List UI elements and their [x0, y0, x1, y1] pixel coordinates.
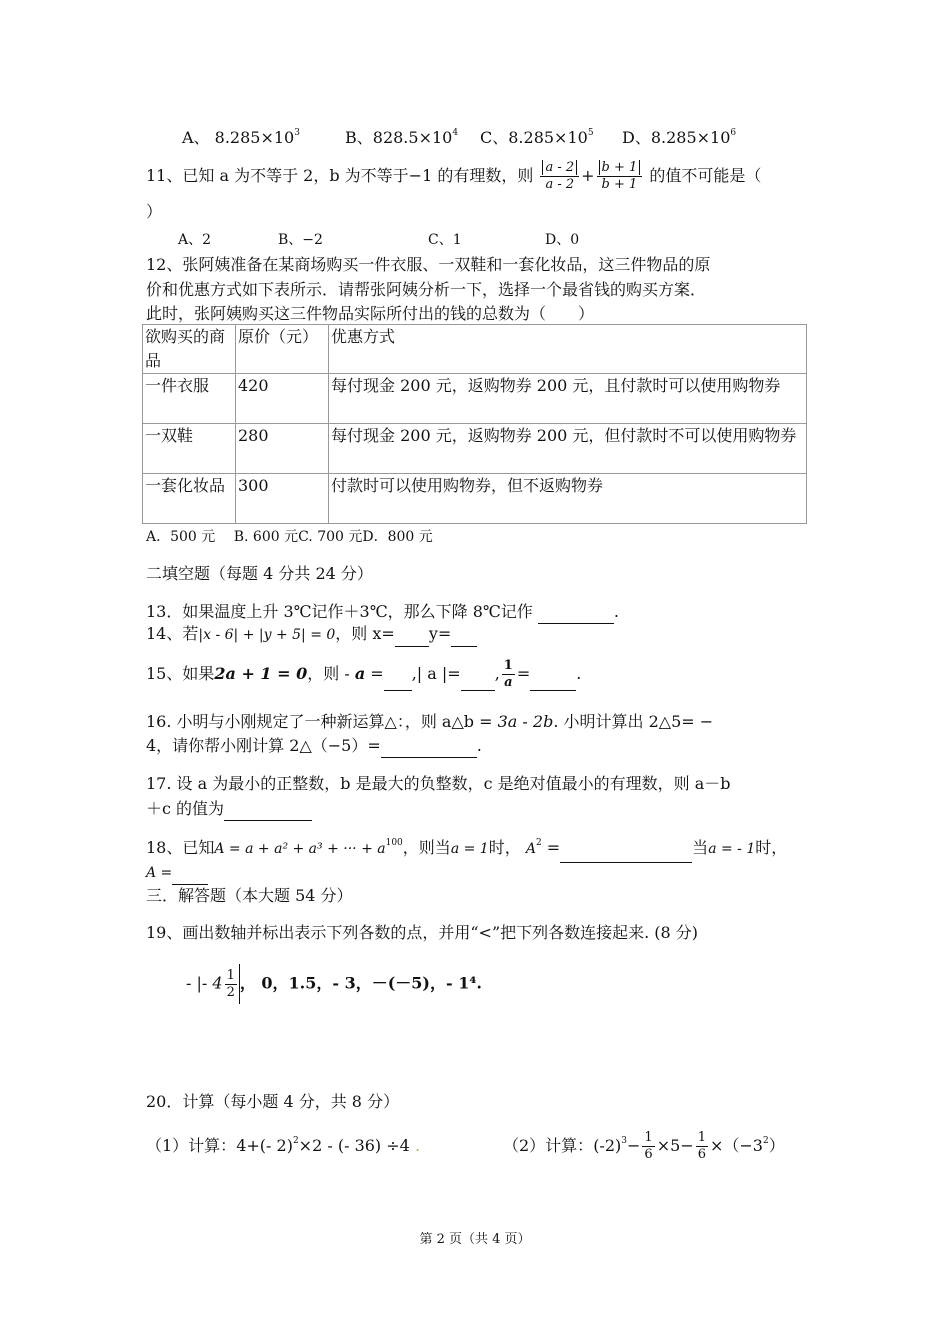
q18-mid4: 时，: [755, 838, 788, 857]
q11-frac1-den: a - 2: [545, 177, 575, 192]
q12-line-3: 此时，张阿姨购买这三件物品实际所付出的钱的总数为（ ）: [146, 304, 595, 323]
q17-line-2: [146, 797, 312, 821]
q18-cond1: a = 1: [450, 841, 489, 857]
table-row: [143, 424, 807, 474]
q10-b-text: B、828.5×10: [345, 128, 453, 147]
q11-stem: [146, 160, 761, 193]
q18-line2: A =: [146, 865, 173, 881]
table-cell-offer: 付款时可以使用购物券，但不返购物券: [329, 474, 807, 524]
q14-y-label: y=: [428, 624, 452, 643]
table-cell-price: 300: [236, 474, 329, 524]
q20-p2-frac-den: 6: [644, 1147, 653, 1162]
table-header-item: 欲购买的商品: [143, 325, 236, 374]
q12-options: A．500 元 B. 600 元C. 700 元D．800 元: [146, 529, 433, 545]
q13-text: 13．如果温度上升 3℃记作＋3℃，那么下降 8℃记作: [146, 602, 533, 621]
table-cell-offer: 每付现金 200 元，返购物券 200 元，且付款时可以使用购物券: [329, 374, 807, 424]
q11-option-c: C、1: [428, 232, 462, 248]
table-header-price: 原价（元）: [236, 325, 329, 374]
q11-option-b: B、−2: [278, 232, 323, 248]
q18-expr: A = a + a² + a³ + ··· + a: [214, 841, 386, 857]
q20-p2-b: −: [627, 1136, 641, 1155]
q16-line-2: [146, 734, 482, 758]
q20-p2-frac-num: 1: [644, 1130, 653, 1145]
q15-condition: 2a + 1 = 0: [214, 664, 308, 683]
q10-option-a: [182, 126, 300, 153]
q15-abs-part: ,| a |=: [411, 664, 461, 683]
q18-eq: =: [546, 838, 561, 857]
q14-y-blank[interactable]: [451, 630, 477, 647]
q11-fraction-1: [540, 160, 579, 193]
q20-part-2: [503, 1130, 785, 1163]
q20-p2-d: ×（−3: [709, 1136, 763, 1155]
table-cell-offer: 每付现金 200 元，返购物券 200 元，但付款时不可以使用购物券: [329, 424, 807, 474]
q20-p1-expr: 4+(- 2): [236, 1136, 293, 1155]
q11-frac2-num: b + 1: [599, 160, 641, 175]
q20-p2-fraction-2: [696, 1130, 708, 1163]
section-3-heading: 三．解答题（本大题 54 分）: [146, 886, 353, 905]
q18-mid2: 时，: [488, 838, 521, 857]
q16-answer-blank[interactable]: [381, 741, 477, 758]
q10-d-text: D、8.285×10: [622, 128, 731, 147]
q10-c-text: C、8.285×10: [480, 128, 588, 147]
q18-line-1: [146, 836, 787, 863]
q19-mixed-num: 1: [226, 967, 235, 983]
q15-frac-num: 1: [503, 658, 513, 673]
q18-a2-exp: 2: [535, 838, 542, 848]
q18-line-2: [146, 860, 208, 885]
q15-end: .: [576, 664, 582, 683]
q19-mixed-fraction: [225, 968, 237, 1001]
q18-a2-blank[interactable]: [560, 846, 692, 863]
q20-p1-exp: 2: [292, 1136, 299, 1146]
q17-line2: ＋c 的值为: [146, 799, 225, 818]
q20-p2-e: ）: [768, 1136, 785, 1155]
page-footer: 第 2 页（共 4 页）: [419, 1232, 531, 1247]
q14-x-blank[interactable]: [395, 630, 429, 647]
q18-mid1: ，则当: [402, 838, 451, 857]
q14-mid: ，则 x=: [335, 624, 395, 643]
q19-mixed-den: 2: [226, 984, 235, 1000]
q20-text: 20．计算（每小题 4 分，共 8 分）: [146, 1092, 400, 1111]
q11-frac2-den: b + 1: [601, 177, 638, 192]
q10-option-d: [622, 126, 736, 153]
q13: [146, 600, 619, 624]
q18-prefix: 18、已知: [146, 838, 215, 857]
q12-line-1: 12、张阿姨准备在某商场购买一件衣服、一双鞋和一套化妆品，这三件物品的原: [146, 255, 711, 274]
q14: [146, 622, 477, 647]
q16-line1b: . 小明计算出 2△5= −: [553, 712, 714, 731]
q15-prefix: 15、如果: [146, 664, 215, 683]
q20-p2-exp2: 2: [762, 1136, 769, 1146]
q15-recip-blank[interactable]: [530, 674, 576, 691]
q10-option-b: [345, 126, 458, 153]
table-row: [143, 374, 807, 424]
q14-prefix: 14、若: [146, 624, 199, 643]
q10-option-c: [480, 126, 594, 153]
q11-option-d: D、0: [545, 232, 580, 248]
q15-frac-den: a: [504, 675, 513, 690]
q18-exp100: 100: [385, 838, 403, 848]
q20-p2-c: ×5−: [656, 1136, 694, 1155]
q20-p2-exp3: 3: [621, 1136, 627, 1146]
table-cell-price: 420: [236, 374, 329, 424]
q10-d-exp: 6: [730, 128, 737, 138]
q20-p2-label: （2）计算：: [503, 1136, 594, 1155]
q20-part-1: （1）计算：4+(- 2)$^2$×2 - (- 36) ÷4 .: [146, 1136, 421, 1155]
q17-answer-blank[interactable]: [224, 804, 312, 821]
q20-p2-frac2-num: 1: [697, 1130, 706, 1145]
q15-a: a: [354, 664, 366, 683]
q10-b-exp: 4: [452, 128, 459, 138]
q19-nums-rest: ， 0，1.5，- 3，－(－5)，- 1⁴.: [239, 973, 482, 993]
q11-frac1-num: a - 2: [542, 160, 577, 175]
q11-suffix: 的值不可能是（: [649, 166, 762, 185]
q15-mid: ，则 -: [307, 664, 350, 683]
q10-a-text: A、 8.285×10: [182, 128, 295, 147]
q20-p1-label: （1）计算：: [146, 1136, 237, 1155]
table-header-row: [143, 325, 807, 374]
q17-line-1: 17. 设 a 为最小的正整数，b 是最大的负整数，c 是绝对值最小的有理数，则 a－b: [146, 774, 731, 793]
q15-fraction: [502, 658, 515, 691]
section-2-heading: 二填空题（每题 4 分共 24 分）: [146, 564, 373, 583]
q18-a2: A: [525, 841, 536, 857]
q15: 15、如果2a + 1 = 0，则 - a = ,| a |= , $\frac{1}{a}$ = .: [146, 658, 582, 690]
q20-p2-a: (-2): [593, 1136, 622, 1155]
q16-end: .: [476, 736, 482, 755]
table-header-offer: 优惠方式: [329, 325, 807, 374]
q13-answer-blank[interactable]: [538, 607, 614, 624]
table-row: [143, 474, 807, 524]
q14-expr: |x - 6| + |y + 5| = 0: [198, 627, 336, 643]
q12-offer-table: [142, 324, 807, 524]
q18-cond2: a = - 1: [708, 841, 756, 857]
q19-numbers: [186, 964, 482, 1004]
q10-a-exp: 3: [294, 128, 300, 138]
q19-text: 19、画出数轴并标出表示下列各数的点，并用“<”把下列各数连接起来. (8 分): [146, 923, 699, 942]
q20-p1-rest: ×2 - (- 36) ÷4: [298, 1136, 410, 1155]
q20-p2-fraction-1: [642, 1130, 654, 1163]
q18-a-blank[interactable]: [172, 868, 208, 885]
table-cell-item: 一件衣服: [143, 374, 236, 424]
q11-plus: +: [581, 166, 595, 185]
q18-mid3: 当: [692, 838, 709, 857]
q16-line-1: [146, 710, 713, 734]
q19-nums-prefix: - |- 4: [186, 973, 223, 993]
q20-p2-frac2-den: 6: [697, 1147, 706, 1162]
table-cell-item: 一套化妆品: [143, 474, 236, 524]
q16-line1a: 16. 小明与小刚规定了一种新运算△：，则 a△b: [146, 712, 475, 731]
q15-abs-blank[interactable]: [461, 674, 495, 691]
q15-neg-a-blank[interactable]: [384, 674, 412, 691]
q16-line2: 4，请你帮小刚计算 2△（−5）=: [146, 736, 381, 755]
q12-line-2: 价和优惠方式如下表所示．请帮张阿姨分析一下，选择一个最省钱的购买方案．: [146, 280, 707, 299]
q15-eq: =: [370, 664, 384, 683]
q16-expr: = 3a - 2b: [479, 712, 554, 731]
q11-close-paren: ）: [146, 202, 163, 221]
q10-c-exp: 5: [587, 128, 594, 138]
q11-option-a: A、2: [178, 232, 212, 248]
table-cell-price: 280: [236, 424, 329, 474]
q13-end: .: [613, 602, 619, 621]
q11-prefix: 11、已知 a 为不等于 2，b 为不等于−1 的有理数，则: [146, 166, 534, 185]
q11-fraction-2: [597, 160, 643, 193]
table-cell-item: 一双鞋: [143, 424, 236, 474]
